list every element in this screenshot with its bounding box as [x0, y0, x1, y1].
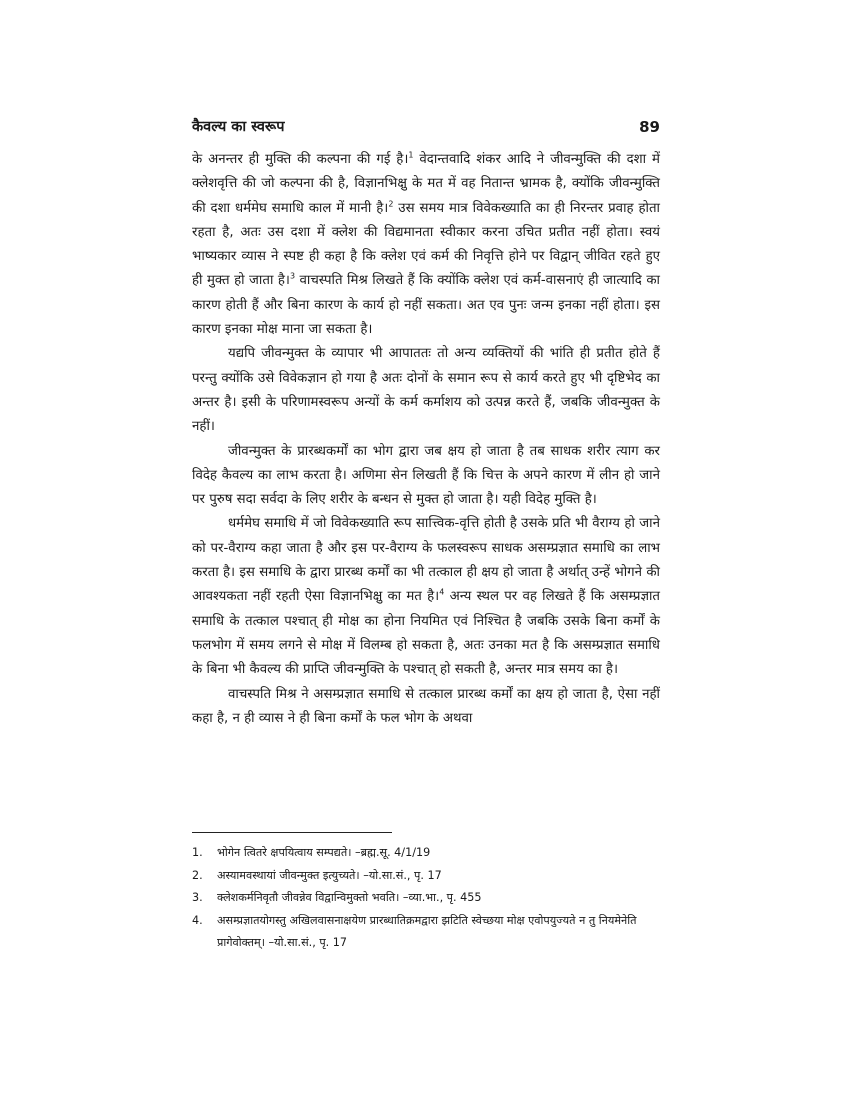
footnote-text: असम्प्रज्ञातयोगस्तु अखिलवासनाक्षयेण प्रारब्धातिक्रमद्वारा झटिति स्वेच्छया मोक्ष एवोपयुज्यते न तु नियमेनेति प्रागेवोक्तम्। –यो.सा.सं., पृ. 17	[217, 913, 637, 949]
footnote-separator	[192, 832, 392, 833]
body-text	[192, 148, 660, 731]
footnote-number: 3.	[192, 891, 203, 904]
footnote-1	[192, 842, 667, 865]
page-number: 89	[639, 118, 660, 136]
footnote-3	[192, 887, 667, 910]
footnote-text: अस्यामवस्थायां जीवन्मुक्त इत्युच्यते। –यो.सा.सं., पृ. 17	[217, 868, 442, 882]
paragraph-5: वाचस्पति मिश्र ने असम्प्रज्ञात समाधि से तत्काल प्रारब्ध कर्मों का क्षय हो जाता है, ऐसा नहीं कहा है, न ही व्यास ने ही बिना कर्मों के फल भोग के अथवा	[192, 686, 660, 726]
text-run: वेदान्तवादि शंकर आदि ने जीवन्मुक्ति की दशा में क्लेशवृत्ति की जो कल्पना की है, विज्ञानभिक्षु के मत में वह नितान्त भ्रामक है, क्योंकि जीवन्मुक्ति की दशा धर्ममेघ समाधि काल में मानी है।	[192, 152, 660, 216]
footnote-ref-4: 4	[439, 587, 445, 597]
footnote-4	[192, 910, 667, 955]
running-title: कैवल्य का स्वरूप	[192, 119, 285, 135]
footnote-number: 4.	[192, 913, 203, 927]
footnote-number: 1.	[192, 846, 203, 859]
page-header	[192, 116, 660, 140]
text-run: अन्य स्थल पर वह लिखते हैं कि असम्प्रज्ञात समाधि के तत्काल पश्चात् ही मोक्ष का होना नियमित एवं निश्चित है जबकि उसके बिना कर्मों के फलभोग में समय लगने से मोक्ष में विलम्ब हो सकता है, अतः उनका मत है कि असम्प्रज्ञात समाधि के बिना भी कैवल्य की प्राप्ति जीवन्मुक्ति के पश्चात् हो सकती है, अन्तर मात्र समय का है।	[192, 589, 661, 678]
footnotes	[192, 842, 667, 955]
text-run: के अनन्तर ही मुक्ति की कल्पना की गई है।	[192, 152, 409, 167]
text-run: उस समय मात्र विवेकख्याति का ही निरन्तर प्रवाह होता रहता है, अतः उस दशा में क्लेश की विद्यमानता स्वीकार करना उचित प्रतीत नहीं होता। स्वयं भाष्यकार व्यास ने स्पष्ट ही कहा है कि क्लेश एवं कर्म की निवृत्ति होने पर विद्वान् जीवित रहते हुए ही मुक्त हो जाता है।	[192, 200, 660, 289]
paragraph-2: यद्यपि जीवन्मुक्त के व्यापार भी आपाततः तो अन्य व्यक्तियों की भांति ही प्रतीत होते हैं परन्तु क्योंकि उसे विवेकज्ञान हो गया है अतः दोनों के समान रूप से कार्य करते हुए भी दृष्टिभेद का अन्तर है। इसी के परिणामस्वरूप अन्यों के कर्म कर्माशय को उत्पन्न करते हैं, जबकि जीवन्मुक्त के नहीं।	[192, 346, 660, 435]
paragraph-1	[192, 148, 660, 342]
paragraph-4	[192, 512, 660, 682]
footnote-text: भोगेन त्वितरे क्षपयित्वाय सम्पद्यते। –ब्रह्म.सू. 4/1/19	[217, 846, 431, 859]
paragraph-3: जीवन्मुक्त के प्रारब्धकर्मों का भोग द्वारा जब क्षय हो जाता है तब साधक शरीर त्याग कर विदेह कैवल्य का लाभ करता है। अणिमा सेन लिखती हैं कि चित्त के अपने कारण में लीन हो जाने पर पुरुष सदा सर्वदा के लिए शरीर के बन्धन से मुक्त हो जाता है। यही विदेह मुक्ति है।	[192, 443, 660, 508]
text-run: धर्ममेघ समाधि में जो विवेकख्याति रूप सात्त्विक-वृत्ति होती है उसके प्रति भी वैराग्य हो जाने को पर-वैराग्य कहा जाता है और इस पर-वैराग्य के फलस्वरूप साधक असम्प्रज्ञात समाधि का लाभ करता है। इस समाधि के द्वारा प्रारब्ध कर्मों का भी तत्काल ही क्षय हो जाता है अर्थात् उन्हें भोगने की आवश्यकता नहीं रहती ऐसा विज्ञानभिक्षु का मत है।	[192, 516, 660, 605]
footnote-ref-3: 3	[289, 272, 296, 282]
footnote-ref-2: 2	[388, 199, 394, 209]
footnote-text: क्लेशकर्मनिवृतौ जीवन्नेव विद्वान्विमुक्तो भवति। –व्या.भा., पृ. 455	[217, 891, 482, 904]
footnote-2	[192, 865, 667, 888]
footnote-ref-1: 1	[408, 150, 414, 160]
footnote-number: 2.	[192, 868, 203, 882]
text-run: वाचस्पति मिश्र लिखते हैं कि क्योंकि क्लेश एवं कर्म-वासनाएं ही जात्यादि का कारण होती हैं और बिना कारण के कार्य हो नहीं सकता। अत एव पुनः जन्म इनका नहीं होता। इस कारण इनका मोक्ष माना जा सकता है।	[192, 273, 660, 338]
